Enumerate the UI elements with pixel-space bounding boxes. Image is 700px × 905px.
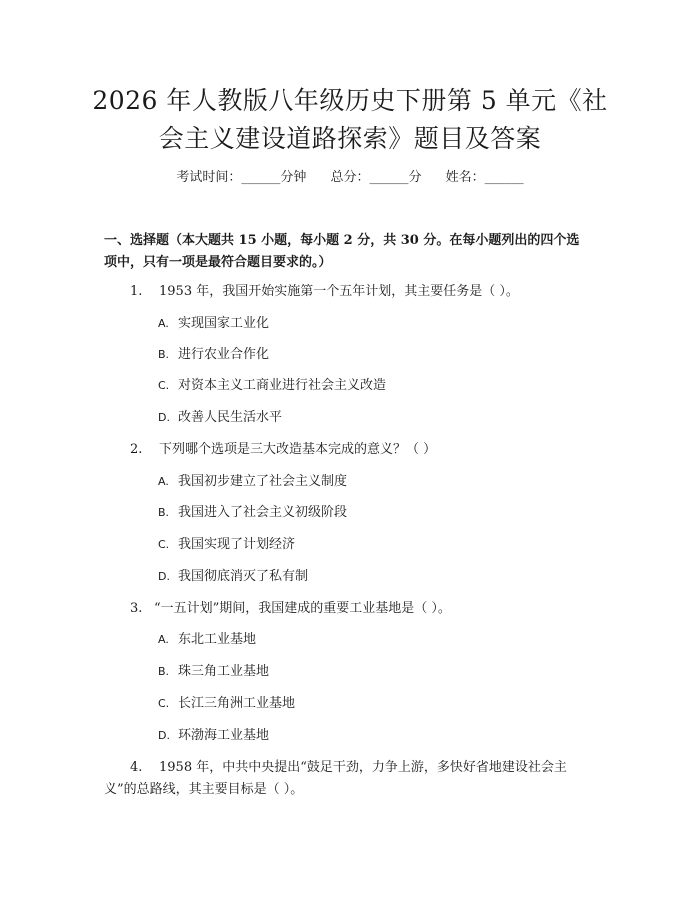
question-text: 下列哪个选项是三大改造基本完成的意义？（ ） (159, 442, 437, 457)
question-number: 4. (130, 760, 143, 775)
option-text: 环渤海工业基地 (178, 728, 270, 743)
option-3a (158, 630, 256, 650)
option-text: 我国进入了社会主义初级阶段 (178, 505, 348, 520)
option-text: 珠三角工业基地 (178, 664, 270, 679)
option-text: 实现国家工业化 (178, 316, 270, 331)
total-score-field: 总分：______分 (330, 170, 422, 185)
option-1a (158, 314, 269, 334)
option-text: 对资本主义工商业进行社会主义改造 (178, 378, 387, 393)
option-2b (158, 503, 347, 523)
option-letter: C. (158, 379, 170, 392)
option-text: 我国彻底消灭了私有制 (178, 569, 309, 584)
option-1c (158, 376, 386, 396)
option-1b (158, 345, 269, 365)
option-letter: C. (158, 697, 170, 710)
option-letter: A. (158, 317, 169, 330)
option-letter: D. (158, 570, 170, 583)
option-text: 长江三角洲工业基地 (178, 696, 296, 711)
section-header-line-2: 项中，只有一项是最符合题目要求的。） (104, 255, 332, 270)
title-line-2: 会主义建设道路探索》题目及答案 (158, 124, 542, 153)
option-letter: D. (158, 729, 170, 742)
option-1d (158, 408, 282, 428)
exam-time-field: 考试时间：______分钟 (176, 170, 307, 185)
option-3b (158, 662, 269, 682)
question-text: 1958 年，中共中央提出“鼓足干劲，力争上游，多快好省地建设社会主 (159, 760, 567, 775)
section-header-line-1: 一、选择题（本大题共 15 小题，每小题 2 分，共 30 分。在每小题列出的四个选 (104, 233, 580, 248)
question-4-continuation: 义”的总路线，其主要目标是（ ）。 (104, 782, 304, 797)
option-3c (158, 694, 295, 714)
option-text: 东北工业基地 (178, 632, 257, 647)
name-field: 姓名：______ (445, 170, 524, 185)
question-text: 1953 年，我国开始实施第一个五年计划，其主要任务是（ ）。 (159, 284, 519, 299)
option-2c (158, 535, 295, 555)
option-text: 进行农业合作化 (178, 347, 270, 362)
question-text: “一五计划”期间，我国建成的重要工业基地是（ ）。 (154, 601, 451, 616)
option-letter: B. (158, 348, 170, 361)
option-letter: A. (158, 475, 169, 488)
option-3d (158, 726, 269, 746)
option-2d (158, 567, 308, 587)
option-text: 我国初步建立了社会主义制度 (178, 474, 348, 489)
question-number: 2. (130, 442, 143, 457)
option-letter: C. (158, 538, 170, 551)
option-letter: D. (158, 411, 170, 424)
title-line-1: 2026 年人教版八年级历史下册第 5 单元《社 (92, 86, 608, 115)
exam-info (0, 169, 700, 187)
section-header (104, 230, 604, 274)
option-2a (158, 472, 347, 492)
option-text: 我国实现了计划经济 (178, 537, 296, 552)
option-text: 改善人民生活水平 (178, 410, 283, 425)
option-letter: B. (158, 506, 170, 519)
option-letter: A. (158, 633, 169, 646)
question-number: 3. (130, 601, 143, 616)
question-number: 1. (130, 284, 143, 299)
option-letter: B. (158, 665, 170, 678)
document-title (60, 82, 640, 158)
